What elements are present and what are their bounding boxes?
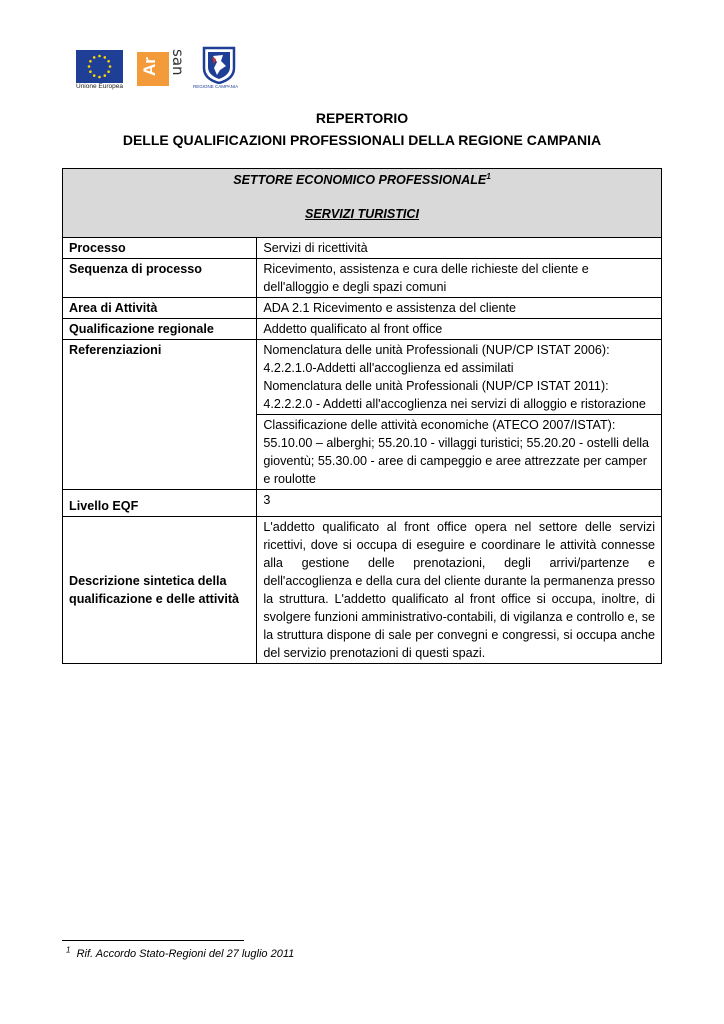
eu-flag-logo (76, 50, 123, 83)
page-title: REPERTORIO (315, 110, 409, 126)
row-label: Livello EQF (63, 490, 257, 517)
row-label: Descrizione sintetica della qualificazione e delle attività (63, 517, 257, 664)
row-label: Processo (63, 238, 257, 259)
table-row (63, 298, 662, 319)
nup-line: Nomenclatura delle unità Professionali (NUP/CP ISTAT 2011): (263, 379, 609, 393)
footnote (66, 945, 295, 960)
nup-references (257, 340, 662, 415)
arsan-text-san: san (169, 49, 187, 76)
table-row (63, 517, 662, 664)
arsan-logo (137, 46, 193, 86)
footnote-separator (62, 940, 244, 941)
table-row (63, 319, 662, 340)
table-row (63, 259, 662, 298)
row-label: Referenziazioni (63, 340, 257, 490)
arsan-text-ar: Ar (140, 57, 159, 76)
row-value: Ricevimento, assistenza e cura delle richieste del cliente e dell'alloggio e degli spazi comuni (257, 259, 662, 298)
qualification-table (62, 168, 662, 664)
row-label: Sequenza di processo (63, 259, 257, 298)
nup-line: 4.2.2.2.0 - Addetti all'accoglienza nei servizi di alloggio e ristorazione (263, 397, 646, 411)
row-label: Qualificazione regionale (63, 319, 257, 340)
table-row (63, 490, 662, 517)
sector-label: SETTORE ECONOMICO PROFESSIONALE (233, 173, 487, 187)
row-value: ADA 2.1 Ricevimento e assistenza del cliente (257, 298, 662, 319)
eu-label: Unione Europea (76, 83, 123, 90)
nup-line: 4.2.2.1.0-Addetti all'accoglienza ed assimilati (263, 361, 514, 375)
campania-label: REGIONE CAMPANIA (193, 84, 239, 89)
footnote-ref: 1 (486, 171, 491, 181)
table-row (63, 340, 662, 415)
ateco-references: Classificazione delle attività economiche (ATECO 2007/ISTAT): 55.10.00 – alberghi; 55.20.10 - villaggi turistici; 55.20.20 - ostelli della gioventù; 55.30.00 - aree di campeggio e aree attrezzate per camper e roulotte (257, 415, 662, 490)
row-value: 3 (257, 490, 662, 517)
footnote-mark: 1 (66, 945, 71, 955)
row-label: Area di Attività (63, 298, 257, 319)
table-header-cell (63, 169, 662, 238)
description-text: L'addetto qualificato al front office opera nel settore delle servizi ricettivi, dove si occupa di eseguire e coordinare le attività connesse alla gestione delle prenotazioni, degli arrivi/partenze e dell'accoglienza e della cura del cliente durante la permanenza presso la struttura. L'addetto qualificato al front office si occupa, inoltre, di svolgere funzioni amministrativo-contabili, di vigilanza e controllo e, se la struttura dispone di sale per convegni e congressi, si occupa anche del servizio prenotazioni di questi spazi. (257, 517, 662, 664)
nup-line: Nomenclatura delle unità Professionali (NUP/CP ISTAT 2006): (263, 343, 610, 357)
sector-value: SERVIZI TURISTICI (304, 207, 420, 221)
page-subtitle: DELLE QUALIFICAZIONI PROFESSIONALI DELLA REGIONE CAMPANIA (122, 132, 602, 148)
footnote-text: Rif. Accordo Stato-Regioni del 27 luglio 2011 (76, 948, 295, 960)
row-value: Servizi di ricettività (257, 238, 662, 259)
table-row (63, 238, 662, 259)
row-value: Addetto qualificato al front office (257, 319, 662, 340)
